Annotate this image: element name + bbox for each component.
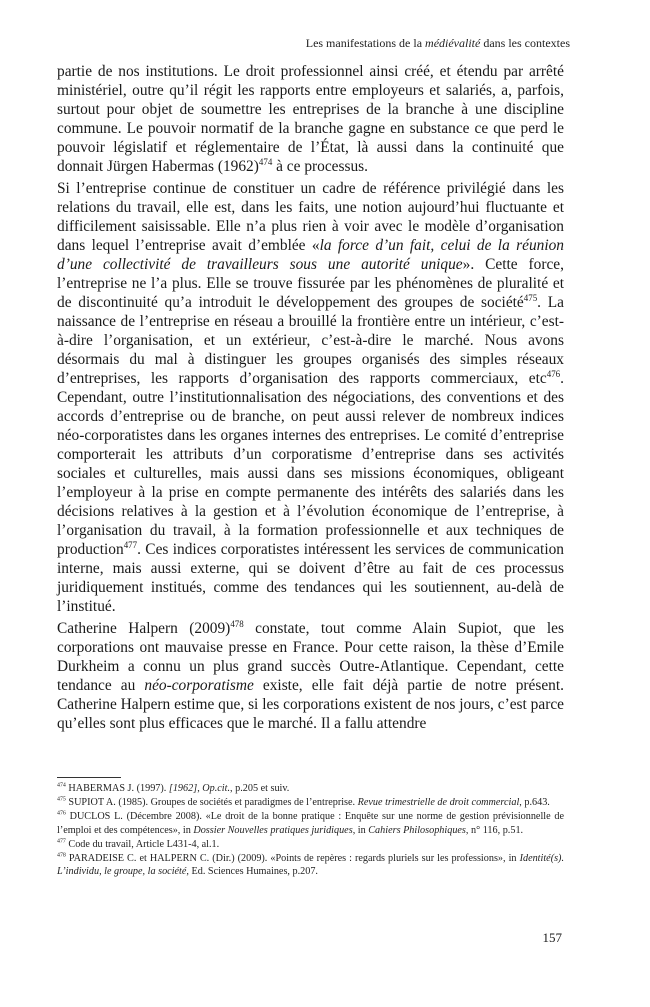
footnote-ref: 478 (230, 618, 244, 629)
text-run: DUCLOS L. (Décembre 2008). «Le droit de la bonne pratique : Enquête sur une norme de gestion prévisionnelle de l’emploi et des compétences», in (57, 811, 564, 836)
italic-text: Cahiers Philosophiques (368, 824, 466, 836)
text-run: PARADEISE C. et HALPERN C. (Dir.) (2009). «Points de repères : regards pluriels sur les professions», in (65, 853, 520, 865)
italic-text: Identité(s). L’individu, le groupe, la société (57, 853, 564, 878)
text-run: , (197, 783, 203, 794)
text-run: , p.205 et suiv. (230, 783, 290, 794)
paragraph (57, 179, 564, 616)
text-run: partie de nos institutions. Le droit professionnel ainsi créé, et étendu par arrêté ministériel, outre qu’il régit les rapports entre employeurs et salariés, a, parfois, surtout pour objet de soumettre les entreprises de la branche à une discipline commune. Le pouvoir normatif de la branche gagne en substance ce que perd le pouvoir législatif et réglementaire de l’État, là aussi dans la continuité que donnait Jürgen Habermas (1962) (57, 63, 564, 175)
text-run: , in (352, 824, 369, 836)
footnote-ref: 475 (523, 292, 538, 303)
footnote-ref: 475 (57, 796, 66, 803)
text-run: . Ces indices corporatistes intéressent les services de communication interne, mais aussi externe, qui se doivent d’être au fait de ces processus juridiquement institués, comme des tendances qui les soutiennent, au-delà de l’institué. (57, 541, 564, 615)
footnote-ref: 478 (57, 852, 66, 859)
italic-text: la force d’un fait, celui de la réunion d’une collectivité de travailleurs sous une autorité unique (57, 237, 565, 273)
italic-text: néo-corporatisme (144, 677, 254, 694)
text-run: Catherine Halpern (2009) (57, 620, 231, 637)
footnote (57, 810, 564, 836)
footnote-ref: 477 (57, 838, 66, 845)
text-run: SUPIOT A. (1985). Groupes de sociétés et paradigmes de l’entreprise. (65, 797, 358, 809)
text-run: Code du travail, Article L431-4, al.1. (65, 838, 220, 850)
text-run: ». Cette force, l’entreprise ne l’a plus. Elle se trouve fissurée par les phénomènes de pluralité et de discontinuité qu’a introduit le développement des groupes de société (57, 256, 564, 311)
footnote (57, 796, 564, 809)
italic-text: [1962] (168, 783, 198, 794)
text-run: à ce processus. (272, 158, 369, 175)
text-run: . La naissance de l’entreprise en réseau a brouillé la frontière entre un intérieur, c’est-à-dire l’organisation, et un extérieur, c’est-à-dire le marché. Nous avons désormais du mal à distinguer les groupes organisés des simples réseaux d’entreprises, les rapports d’organisation des rapports commerciaux, etc (57, 294, 564, 387)
page-number: 157 (542, 930, 562, 945)
text-run: , Ed. Sciences Humaines, p.207. (186, 866, 318, 878)
text-run: Si l’entreprise continue de constituer un cadre de référence privilégié dans les relations du travail, elle est, dans les faits, une notion aujourd’hui fluctuante et difficilement saisissable. Elle n’a plus rien à voir avec le modèle d’organisation dans lequel l’entreprise avait d’emblée « (57, 180, 564, 254)
text-run: , p.643. (519, 797, 550, 809)
text-run: , n° 116, p.51. (465, 824, 524, 836)
running-head: Les manifestations de la médiévalité dans les contextes (305, 36, 570, 50)
footnotes (57, 782, 564, 879)
body-text (57, 62, 564, 736)
text-run: . Cependant, outre l’institutionnalisation des négociations, des conventions et des accords d’entreprise ou de branche, on peut aussi relever de nombreux indices néo-corporatistes dans les organes internes des entreprises. Le comité d’entreprise comporterait les attributs d’un corporatisme d’entreprise dans ses activités sociales et culturelles, mais aussi dans ses missions économiques, obligeant l’employeur à la prise en compte permanente des intérêts des salariés dans les décisions relatives à la gestion et à l’évolution économique de l’entreprise, à l’organisation du travail, à la formation professionnelle et aux techniques de production (57, 370, 564, 558)
text-run: existe, elle fait déjà partie de notre présent. Catherine Halpern estime que, si les corporations existent de nos jours, c’est parce qu’elles sont plus efficaces que le marché. Il a fallu attendre (57, 677, 564, 732)
footnote-separator (57, 777, 121, 778)
footnote (57, 782, 564, 795)
footnote-ref: 477 (123, 539, 138, 550)
italic-text: Op.cit. (202, 783, 231, 794)
italic-text: Dossier Nouvelles pratiques juridiques (193, 824, 353, 836)
italic-text: Revue trimestrielle de droit commercial (357, 797, 520, 809)
footnote-ref: 474 (57, 782, 66, 789)
footnote (57, 852, 564, 878)
text-run: HABERMAS J. (1997). (65, 783, 169, 794)
footnote-ref: 476 (57, 811, 66, 818)
paragraph (57, 62, 564, 176)
footnote (57, 838, 564, 851)
paragraph (57, 619, 564, 733)
footnote-ref: 474 (258, 156, 273, 167)
footnote-ref: 476 (546, 368, 561, 379)
text-run: constate, tout comme Alain Supiot, que les corporations ont mauvaise presse en France. Pour cette raison, la thèse d’Emile Durkheim a connu un plus grand succès Outre-Atlantique. Cependant, cette tendance au (57, 620, 565, 694)
